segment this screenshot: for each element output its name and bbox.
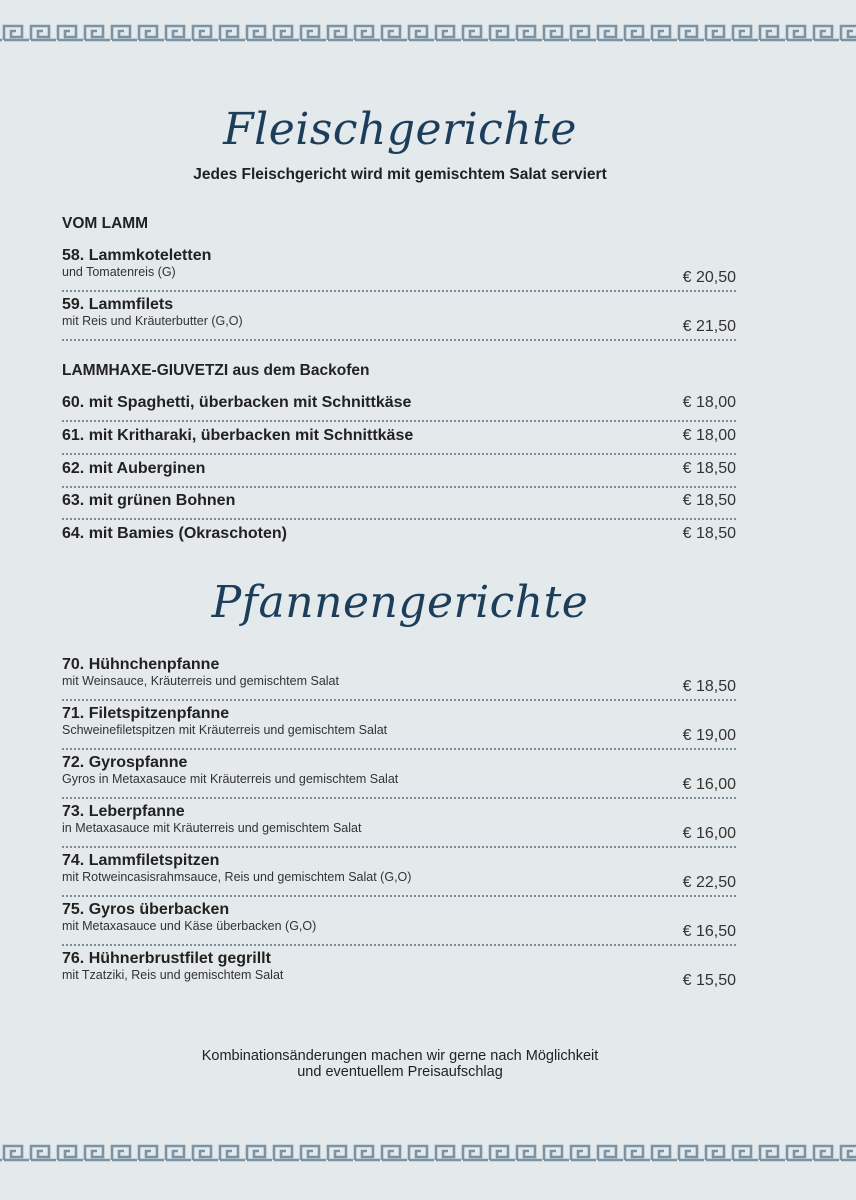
item-name: 60. mit Spaghetti, überbacken mit Schnittkäse xyxy=(62,394,412,411)
footer-line-2: und eventuellem Preisaufschlag xyxy=(297,1064,503,1080)
item-description: mit Reis und Kräuterbutter (G,O) xyxy=(62,314,243,328)
item-price: € 18,00 xyxy=(682,394,736,411)
menu-item xyxy=(62,460,736,488)
item-description: Gyros in Metaxasauce mit Kräuterreis und gemischtem Salat xyxy=(62,772,399,786)
item-price: € 16,50 xyxy=(682,923,736,940)
menu-item xyxy=(62,852,736,897)
greek-key-border-top xyxy=(0,18,856,48)
item-name: 64. mit Bamies (Okraschoten) xyxy=(62,525,287,542)
item-name: 58. Lammkoteletten xyxy=(62,247,212,264)
item-name: 70. Hühnchenpfanne xyxy=(62,656,220,673)
menu-item xyxy=(62,394,736,422)
item-name: 74. Lammfiletspitzen xyxy=(62,852,220,869)
item-description: mit Rotweincasisrahmsauce, Reis und gemischtem Salat (G,O) xyxy=(62,870,412,884)
item-price: € 18,50 xyxy=(682,460,736,477)
menu-item xyxy=(62,427,736,455)
greek-key-border-bottom xyxy=(0,1138,856,1168)
item-name: 71. Filetspitzenpfanne xyxy=(62,705,230,722)
group-heading-vom-lamm: VOM LAMM xyxy=(62,215,149,232)
item-name: 59. Lammfilets xyxy=(62,296,174,313)
item-description: und Tomatenreis (G) xyxy=(62,265,176,279)
item-price: € 18,00 xyxy=(682,427,736,444)
group-heading-lammhaxe: LAMMHAXE-GIUVETZI aus dem Backofen xyxy=(62,362,370,379)
menu-item xyxy=(62,901,736,946)
greek-key-border-icon xyxy=(0,18,856,48)
item-price: € 16,00 xyxy=(682,776,736,793)
item-price: € 19,00 xyxy=(682,727,736,744)
item-price: € 22,50 xyxy=(682,874,736,891)
menu-item xyxy=(62,656,736,701)
item-description: mit Weinsauce, Kräuterreis und gemischtem Salat xyxy=(62,674,339,688)
footer-line-1: Kombinationsänderungen machen wir gerne nach Möglichkeit xyxy=(201,1048,599,1064)
item-price: € 20,50 xyxy=(682,269,736,286)
section-subtitle: Jedes Fleischgericht wird mit gemischtem Salat serviert xyxy=(193,166,607,183)
menu-item xyxy=(62,754,736,799)
item-name: 61. mit Kritharaki, überbacken mit Schnittkäse xyxy=(62,427,414,444)
menu-item xyxy=(62,247,736,292)
item-name: 73. Leberpfanne xyxy=(62,803,185,820)
item-price: € 15,50 xyxy=(682,972,736,989)
item-price: € 16,00 xyxy=(682,825,736,842)
menu-item xyxy=(62,705,736,750)
item-name: 62. mit Auberginen xyxy=(62,460,206,477)
item-name: 63. mit grünen Bohnen xyxy=(62,492,236,509)
section-title-pfannengerichte: Pfannengerichte xyxy=(211,577,589,628)
menu-item xyxy=(62,296,736,341)
item-description: mit Metaxasauce und Käse überbacken (G,O) xyxy=(62,919,317,933)
item-price: € 18,50 xyxy=(682,492,736,509)
item-name: 72. Gyrospfanne xyxy=(62,754,188,771)
menu-item xyxy=(62,950,736,993)
menu-item xyxy=(62,492,736,520)
item-price: € 18,50 xyxy=(682,678,736,695)
item-description: in Metaxasauce mit Kräuterreis und gemischtem Salat xyxy=(62,821,362,835)
item-description: Schweinefiletspitzen mit Kräuterreis und gemischtem Salat xyxy=(62,723,388,737)
menu-item xyxy=(62,525,736,551)
section-title-fleischgerichte: Fleischgerichte xyxy=(223,104,577,155)
menu-item xyxy=(62,803,736,848)
footer-note xyxy=(0,1048,800,1080)
item-price: € 18,50 xyxy=(682,525,736,542)
item-description: mit Tzatziki, Reis und gemischtem Salat xyxy=(62,968,284,982)
item-name: 76. Hühnerbrustfilet gegrillt xyxy=(62,950,271,967)
greek-key-border-icon xyxy=(0,1138,856,1168)
item-price: € 21,50 xyxy=(682,318,736,335)
item-name: 75. Gyros überbacken xyxy=(62,901,230,918)
